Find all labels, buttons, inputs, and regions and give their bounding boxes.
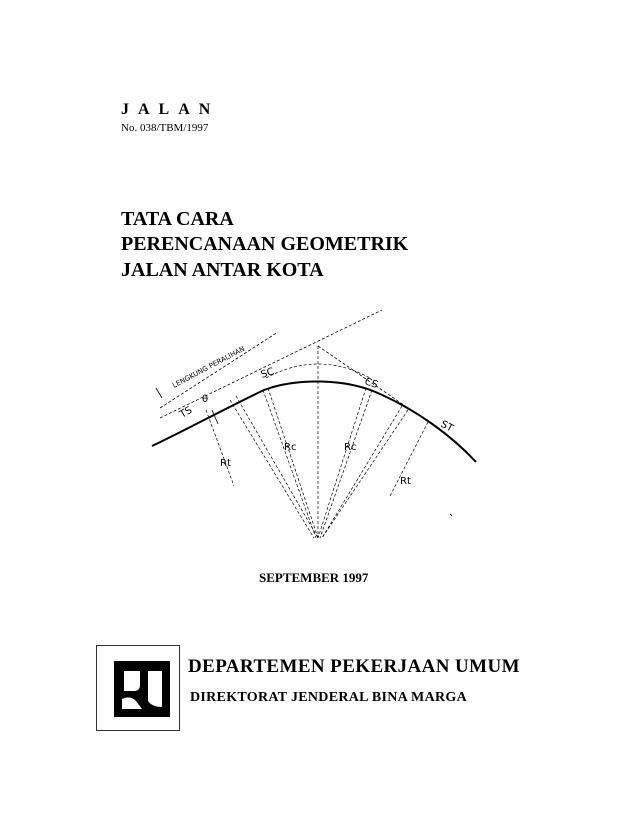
department-name: DEPARTEMEN PEKERJAAN UMUM bbox=[188, 656, 520, 677]
title-line-1: TATA CARA bbox=[121, 208, 234, 230]
directorate-name: DIREKTORAT JENDERAL BINA MARGA bbox=[190, 690, 467, 705]
radial-line bbox=[230, 400, 314, 538]
radial-line bbox=[268, 388, 318, 538]
tick-mark bbox=[212, 410, 218, 424]
radial-line bbox=[320, 390, 372, 538]
label-cs: CS bbox=[363, 376, 380, 391]
label-rt-right: Rt bbox=[400, 476, 411, 487]
title-line-3: JALAN ANTAR KOTA bbox=[121, 259, 324, 281]
radial-line bbox=[263, 390, 316, 538]
label-spiral: LENGKUNG PERALIHAN bbox=[171, 344, 247, 390]
ministry-logo bbox=[96, 645, 180, 731]
tick-mark bbox=[450, 514, 452, 516]
curve-diagram bbox=[146, 300, 480, 550]
radial-line bbox=[236, 396, 318, 538]
label-sc: SC bbox=[259, 366, 276, 381]
radial-line bbox=[318, 388, 366, 538]
tick-mark bbox=[156, 388, 162, 398]
radial-line bbox=[322, 410, 408, 538]
publication-date: SEPTEMBER 1997 bbox=[259, 570, 369, 585]
radial-line bbox=[206, 410, 234, 486]
road-curve bbox=[152, 381, 476, 462]
label-st: ST bbox=[438, 418, 455, 435]
label-theta: θ bbox=[202, 394, 209, 405]
document-series: JALAN bbox=[121, 101, 220, 118]
document-number: No. 038/TBM/1997 bbox=[121, 122, 209, 134]
label-rc-right: Rc bbox=[344, 442, 357, 453]
title-line-2: PERENCANAAN GEOMETRIK bbox=[121, 233, 409, 255]
tangent-line-upper bbox=[160, 310, 382, 418]
label-rc-left: Rc bbox=[284, 442, 297, 453]
radial-line bbox=[322, 406, 402, 538]
label-rt-left: Rt bbox=[220, 458, 231, 469]
label-ts: TS bbox=[178, 404, 195, 421]
